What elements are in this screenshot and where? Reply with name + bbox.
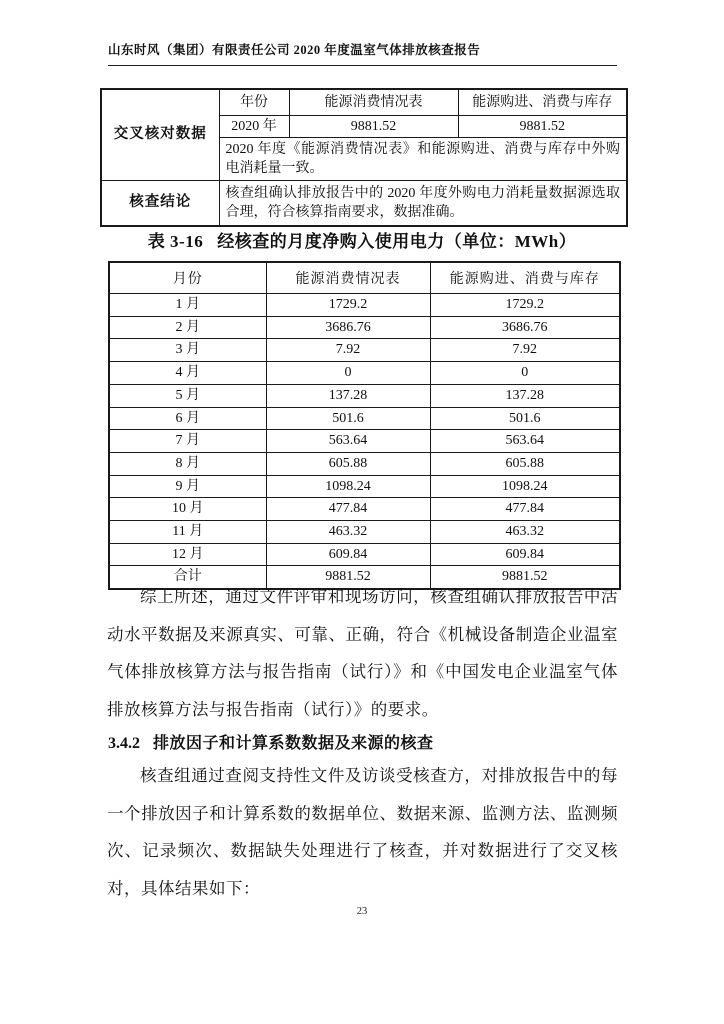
table-row <box>109 452 620 475</box>
value-cell: 1729.2 <box>430 294 620 317</box>
value-cell: 609.84 <box>266 543 430 566</box>
month-cell: 12 月 <box>109 543 266 566</box>
table-row <box>109 316 620 339</box>
table-row <box>109 294 620 317</box>
column-header-consumption-table: 能源消费情况表 <box>289 89 458 115</box>
section-title: 排放因子和计算系数数据及来源的核查 <box>153 735 434 752</box>
table-row <box>109 521 620 544</box>
year-cell: 2020 年 <box>219 115 289 137</box>
column-header-purchase-stock: 能源购进、消费与库存 <box>430 262 620 294</box>
section-number: 3.4.2 <box>108 735 140 752</box>
column-header-year: 年份 <box>219 89 289 115</box>
table-caption-title: 经核查的月度净购入使用电力（单位：MWh） <box>217 232 577 251</box>
running-header: 山东时风（集团）有限责任公司 2020 年度温室气体排放核查报告 <box>108 40 617 66</box>
column-header-purchase-stock: 能源购进、消费与库存 <box>458 89 627 115</box>
row-label-conclusion: 核查结论 <box>101 180 219 226</box>
value-cell: 563.64 <box>430 430 620 453</box>
month-cell: 1 月 <box>109 294 266 317</box>
table-row <box>109 362 620 385</box>
table-caption <box>100 227 624 252</box>
table-row <box>109 430 620 453</box>
value-cell: 463.32 <box>266 521 430 544</box>
table-row <box>109 498 620 521</box>
value-cell: 0 <box>266 362 430 385</box>
factors-paragraph: 核查组通过查阅支持性文件及访谈受核查方，对排放报告中的每一个排放因子和计算系数的数据单位、数据来源、监测方法、监测频次、记录频次、数据缺失处理进行了核查，并对数据进行了交叉核对，具体结果如下： <box>107 766 618 898</box>
month-cell: 5 月 <box>109 384 266 407</box>
table-row <box>101 89 627 115</box>
value-cell: 1098.24 <box>430 475 620 498</box>
summary-paragraph: 综上所述，通过文件评审和现场访问，核查组确认排放报告中活动水平数据及来源真实、可靠、正确，符合《机械设备制造企业温室气体排放核算方法与报告指南（试行）》和《中国发电企业温室气体排放核算方法与报告指南（试行）》的要求。 <box>107 587 618 719</box>
table-row <box>109 384 620 407</box>
table-row <box>109 543 620 566</box>
value-cell: 3686.76 <box>430 316 620 339</box>
total-value-cell: 9881.52 <box>266 566 430 589</box>
total-value-cell: 9881.52 <box>430 566 620 589</box>
value-cell: 605.88 <box>266 452 430 475</box>
value-cell: 9881.52 <box>458 115 627 137</box>
month-cell: 7 月 <box>109 430 266 453</box>
table-row <box>109 475 620 498</box>
month-cell: 4 月 <box>109 362 266 385</box>
value-cell: 137.28 <box>430 384 620 407</box>
value-cell: 477.84 <box>430 498 620 521</box>
month-cell: 2 月 <box>109 316 266 339</box>
value-cell: 7.92 <box>266 339 430 362</box>
value-cell: 477.84 <box>266 498 430 521</box>
value-cell: 609.84 <box>430 543 620 566</box>
value-cell: 1098.24 <box>266 475 430 498</box>
month-cell: 9 月 <box>109 475 266 498</box>
month-cell: 6 月 <box>109 407 266 430</box>
value-cell: 563.64 <box>266 430 430 453</box>
column-header-consumption-table: 能源消费情况表 <box>266 262 430 294</box>
section-heading-3-4-2 <box>108 730 619 753</box>
table-row <box>109 407 620 430</box>
monthly-electricity-table <box>108 261 621 590</box>
consistency-note-cell: 2020 年度《能源消费情况表》和能源购进、消费与库存中外购电消耗量一致。 <box>219 137 627 180</box>
table-row <box>101 180 627 226</box>
table-row <box>109 339 620 362</box>
value-cell: 605.88 <box>430 452 620 475</box>
table-caption-number: 表 3-16 <box>147 232 204 251</box>
row-label-cross-check: 交叉核对数据 <box>101 89 219 180</box>
value-cell: 1729.2 <box>266 294 430 317</box>
column-header-month: 月份 <box>109 262 266 294</box>
month-cell: 8 月 <box>109 452 266 475</box>
month-cell: 10 月 <box>109 498 266 521</box>
value-cell: 9881.52 <box>289 115 458 137</box>
total-label-cell: 合计 <box>109 566 266 589</box>
page-number: 23 <box>356 906 368 917</box>
cross-check-table <box>100 88 628 227</box>
table-header-row <box>109 262 620 294</box>
value-cell: 0 <box>430 362 620 385</box>
value-cell: 501.6 <box>266 407 430 430</box>
month-cell: 11 月 <box>109 521 266 544</box>
value-cell: 501.6 <box>430 407 620 430</box>
value-cell: 7.92 <box>430 339 620 362</box>
conclusion-cell: 核查组确认排放报告中的 2020 年度外购电力消耗量数据源选取合理，符合核算指南要求，数据准确。 <box>219 180 627 226</box>
value-cell: 137.28 <box>266 384 430 407</box>
value-cell: 463.32 <box>430 521 620 544</box>
value-cell: 3686.76 <box>266 316 430 339</box>
month-cell: 3 月 <box>109 339 266 362</box>
